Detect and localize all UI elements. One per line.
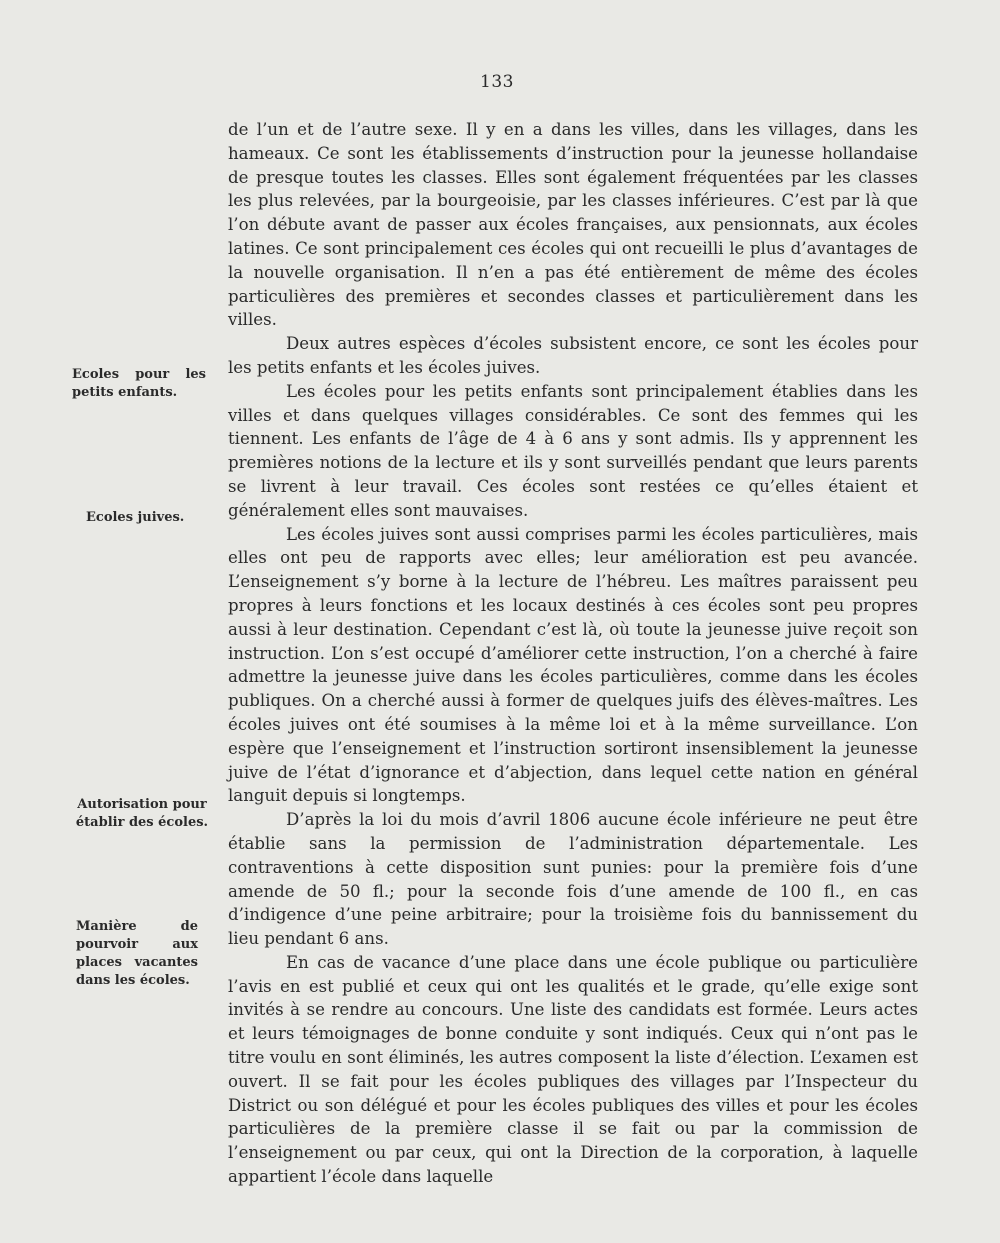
body-text — [228, 118, 918, 1189]
paragraph-continuation: de l’un et de l’autre sexe. Il y en a dans les villes, dans les villages, dans les hameaux. Ce sont les établissements d’instruction pour la jeunesse hollandaise de presque toutes les classes. Elles sont également fréquentées par les classes les plus relevées, par la bourgeoisie, par les classes inférieures. C’est par là que l’on débute avant de passer aux écoles françaises, aux pensionnats, aux écoles latines. Ce sont principalement ces écoles qui ont recueilli le plus d’avantages de la nouvelle organisation. Il n’en a pas été entièrement de même des écoles particulières des premières et secondes classes et particulièrement dans les villes. — [228, 120, 918, 330]
paragraph-places-vacantes: En cas de vacance d’une place dans une école publique ou particulière l’avis en est publié et ceux qui ont les qualités et le grade, qu’elle exige sont invités à se rendre au concours. Une liste des candidats est formée. Leurs actes et leurs témoignages de bonne conduite y sont indiqués. Ceux qui n’ont pas le titre voulu en sont éliminés, les autres composent la liste d’élection. L’examen est ouvert. Il se fait pour les écoles publiques des villages par l’Inspecteur du District ou son délégué et pour les écoles publiques des villes et pour les écoles particulières de la première classe il se fait ou par la commission de l’enseignement ou par ceux, qui ont la Direction de la corporation, à laquelle appartient l’école dans laquelle — [228, 952, 918, 1187]
paragraph-ecoles-juives: Les écoles juives sont aussi comprises parmi les écoles particulières, mais elles ont peu de rapports avec elles; leur amélioration est peu avancée. L’enseignement s’y borne à la lecture de l’hébreu. Les maîtres paraissent peu propres à leurs fonctions et les locaux destinés à ces écoles sont peu propres aussi à leur destination. Cependant c’est là, où toute la jeunesse juive reçoit son instruction. L’on s’est occupé d’améliorer cette instruction, l’on a cherché à faire admettre la jeunesse juive dans les écoles particulières, comme dans les écoles publiques. On a cherché aussi à former de quelques juifs des élèves-maîtres. Les écoles juives ont été soumises à la même loi et à la même surveillance. L’on espère que l’enseignement et l’instruction sortiront insensiblement la jeunesse juive de l’état d’ignorance et d’abjection, dans lequel cette nation en général languit depuis si longtemps. — [228, 524, 918, 806]
margin-note-ecoles-juives: Ecoles juives. — [86, 510, 185, 525]
page-number: 133 — [480, 72, 514, 92]
margin-note-places-vacantes: Manière de pourvoir aux places vacantes dans les écoles. — [76, 919, 198, 988]
paragraph-autres-especes: Deux autres espèces d’écoles subsistent encore, ce sont les écoles pour les petits enfants et les écoles juives. — [228, 334, 918, 377]
margin-note-petits-enfants: Ecoles pour les petits enfants. — [72, 367, 206, 400]
paragraph-autorisation: D’après la loi du mois d’avril 1806 aucune école inférieure ne peut être établie sans la permission de l’administration départementale. Les contraventions à cette disposition sunt punies: pour la première fois d’une amende de 50 fl.; pour la seconde fois d’une amende de 100 fl., en cas d’indigence d’une peine arbitraire; pour la troisième fois du bannissement du lieu pendant 6 ans. — [228, 810, 918, 949]
paragraph-petits-enfants: Les écoles pour les petits enfants sont principalement établies dans les villes et dans quelques villages considérables. Ce sont des femmes qui les tiennent. Les enfants de l’âge de 4 à 6 ans y sont admis. Ils y apprennent les premières notions de la lecture et ils y sont surveillés pendant que leurs parents se livrent à leur travail. Ces écoles sont restées ce qu’elles étaient et généralement elles sont mauvaises. — [228, 381, 918, 520]
margin-note-autorisation: Autorisation pour établir des écoles. — [75, 797, 209, 830]
